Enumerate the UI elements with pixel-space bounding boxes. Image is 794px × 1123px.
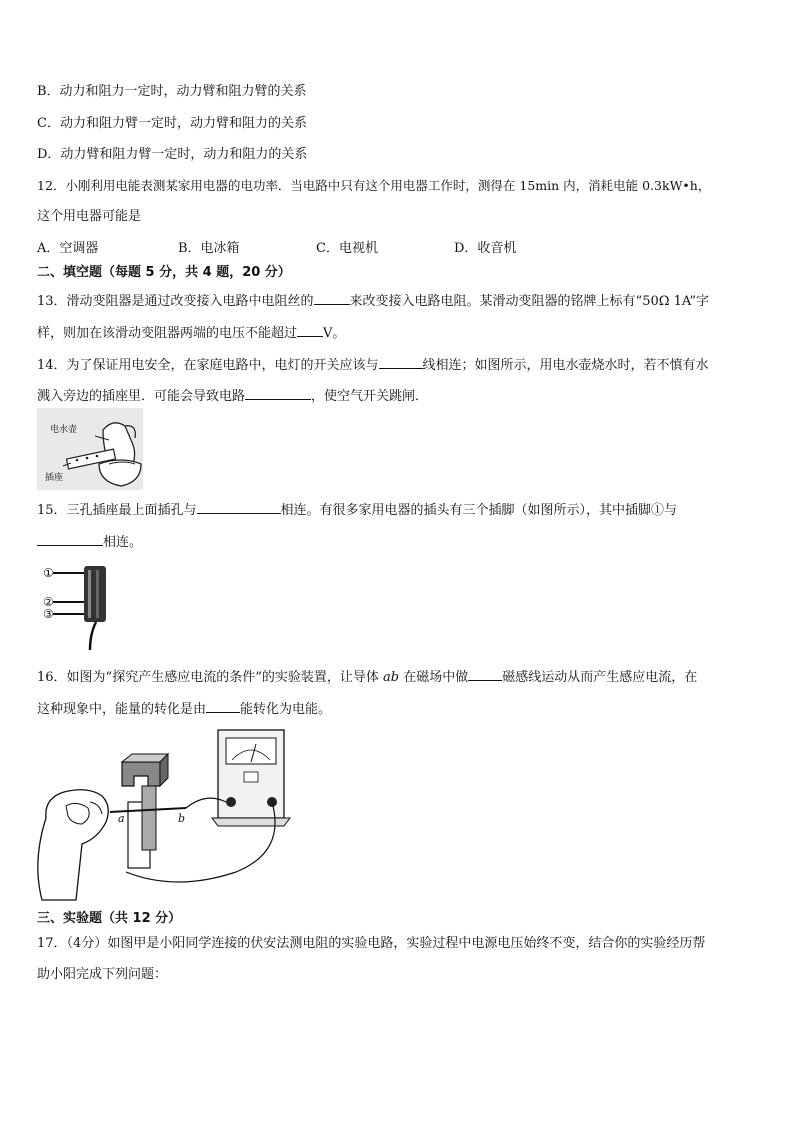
q16-text-b: 在磁场中做 bbox=[403, 670, 469, 685]
q13-line2 bbox=[37, 322, 345, 343]
q11-option-b: B．动力和阻力一定时，动力臂和阻力臂的关系 bbox=[37, 84, 307, 99]
q12-stem-line1: 12．小刚利用电能表测某家用电器的电功率．当电路中只有这个用电器工作时，测得在 15min 内，消耗电能 0.3kW•h， bbox=[37, 178, 711, 193]
q15-plug-figure bbox=[38, 562, 118, 652]
q13-text-a: 13．滑动变阻器是通过改变接入电路中电阻丝的 bbox=[37, 294, 314, 309]
q16-blank-2[interactable] bbox=[206, 698, 240, 713]
q12-option-a: A．空调器 bbox=[37, 241, 99, 256]
q14-blank-2[interactable] bbox=[245, 385, 311, 400]
q16-blank-1[interactable] bbox=[468, 666, 502, 681]
q14-text-b: 线相连；如图所示，用电水壶烧水时，若不慎有水 bbox=[422, 358, 709, 373]
kettle-label: 电水壶 bbox=[50, 425, 78, 435]
q14-blank-1[interactable] bbox=[379, 354, 423, 369]
q16-line1 bbox=[37, 666, 697, 687]
q12-option-c: C．电视机 bbox=[316, 241, 378, 256]
q16-line2 bbox=[37, 698, 331, 719]
socket-label: 插座 bbox=[45, 473, 64, 483]
q14-line2 bbox=[37, 385, 428, 406]
q14-text-a: 14．为了保证用电安全，在家庭电路中，电灯的开关应该与 bbox=[37, 358, 379, 373]
q16-text-d: 这种现象中，能量的转化是由 bbox=[37, 702, 207, 717]
q14-text-d: ，使空气开关跳闸． bbox=[311, 389, 429, 404]
conductor-end-a-label: a bbox=[118, 812, 125, 825]
q15-line2 bbox=[37, 531, 142, 552]
q13-line1 bbox=[37, 290, 709, 311]
q15-line1 bbox=[37, 499, 677, 520]
q16-text-c: 磁感线运动从而产生感应电流，在 bbox=[502, 670, 698, 685]
q11-option-d: D．动力臂和阻力臂一定时，动力和阻力的关系 bbox=[37, 147, 308, 162]
q15-blank-1[interactable] bbox=[197, 499, 281, 514]
section-title-experiment: 三、实验题（共 12 分） bbox=[37, 911, 182, 926]
q14-kettle-figure bbox=[37, 408, 143, 490]
q14-line1 bbox=[37, 354, 709, 375]
q11-option-c: C．动力和阻力臂一定时，动力臂和阻力的关系 bbox=[37, 116, 307, 131]
q16-text-a: 16．如图为“探究产生感应电流的条件”的实验装置，让导体 bbox=[37, 670, 379, 685]
q12-option-d: D．收音机 bbox=[454, 241, 517, 256]
q15-blank-2[interactable] bbox=[37, 531, 103, 546]
q16-conductor-ab: ab bbox=[382, 670, 400, 685]
q16-induction-figure bbox=[36, 722, 296, 904]
section-title-fill-in: 二、填空题（每题 5 分，共 4 题，20 分） bbox=[37, 265, 291, 280]
q12-stem-line2: 这个用电器可能是 bbox=[37, 209, 142, 224]
induction-apparatus-illustration bbox=[36, 722, 296, 904]
q17-stem-line2: 助小阳完成下列问题： bbox=[37, 967, 168, 982]
pin-1-label: ① bbox=[43, 566, 54, 580]
pin-2-label: ② bbox=[43, 595, 54, 609]
q13-text-c: 样，则加在该滑动变阻器两端的电压不能超过 bbox=[37, 326, 298, 341]
q14-text-c: 溅入旁边的插座里．可能会导致电路 bbox=[37, 389, 246, 404]
q13-blank-1[interactable] bbox=[314, 290, 350, 305]
q13-text-b: 来改变接入电路电阻。某滑动变阻器的铭牌上标有“50Ω 1A”字 bbox=[349, 294, 710, 309]
q16-text-e: 能转化为电能。 bbox=[240, 702, 332, 717]
q15-text-b: 相连。有很多家用电器的插头有三个插脚（如图所示），其中插脚①与 bbox=[280, 503, 678, 518]
conductor-end-b-label: b bbox=[178, 812, 186, 825]
q15-text-c: 相连。 bbox=[103, 535, 143, 550]
q12-option-b: B．电冰箱 bbox=[178, 241, 240, 256]
q17-stem-line1: 17．（4分）如图甲是小阳同学连接的伏安法测电阻的实验电路，实验过程中电源电压始终不变，结合你的实验经历帮 bbox=[37, 936, 706, 951]
pin-3-label: ③ bbox=[43, 607, 54, 621]
q15-text-a: 15．三孔插座最上面插孔与 bbox=[37, 503, 197, 518]
q13-text-d: V。 bbox=[323, 326, 346, 341]
q13-blank-2[interactable] bbox=[297, 322, 323, 337]
